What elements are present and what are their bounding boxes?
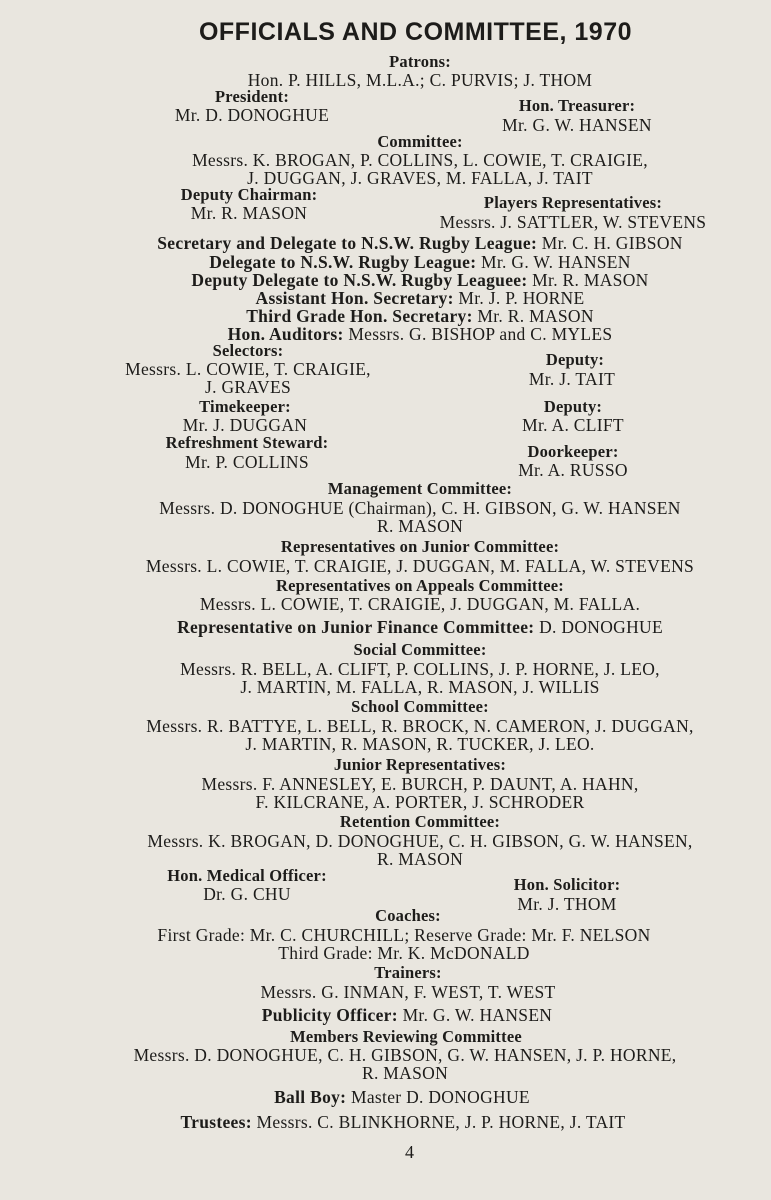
ball-boy-label: Ball Boy:	[274, 1087, 347, 1107]
third-grade-secretary-label: Third Grade Hon. Secretary:	[246, 306, 473, 326]
timekeeper-name: Mr. J. DUGGAN	[182, 415, 308, 435]
president-name: Mr. D. DONOGHUE	[174, 105, 330, 125]
secretary-label: Secretary and Delegate to N.S.W. Rugby League:	[157, 233, 538, 253]
medical-heading: Hon. Medical Officer:	[167, 866, 327, 885]
school-line-2: J. MARTIN, R. MASON, R. TUCKER, J. LEO.	[245, 734, 595, 754]
management-heading: Management Committee:	[327, 479, 513, 498]
selectors-line-1: Messrs. L. COWIE, T. CRAIGIE,	[125, 359, 371, 379]
asst-secretary-line	[256, 288, 585, 308]
committee-line-2: J. DUGGAN, J. GRAVES, M. FALLA, J. TAIT	[247, 168, 593, 188]
selectors-line-2: J. GRAVES	[204, 377, 292, 397]
delegate-line	[209, 252, 630, 272]
third-grade-secretary-line	[246, 306, 594, 326]
deputy-chairman-heading: Deputy Chairman:	[180, 185, 318, 204]
coaches-heading: Coaches:	[375, 906, 441, 925]
social-heading: Social Committee:	[353, 640, 487, 659]
auditors-name: Messrs. G. BISHOP and C. MYLES	[348, 324, 613, 344]
delegate-name: Mr. G. W. HANSEN	[481, 252, 631, 272]
asst-secretary-name: Mr. J. P. HORNE	[458, 288, 585, 308]
reviewing-line-2: R. MASON	[361, 1063, 449, 1083]
third-grade-secretary-name: Mr. R. MASON	[477, 306, 594, 326]
page-number: 4	[405, 1142, 414, 1162]
page-title: OFFICIALS AND COMMITTEE, 1970	[198, 18, 633, 46]
reviewing-line-1: Messrs. D. DONOGHUE, C. H. GIBSON, G. W. HANSEN, J. P. HORNE,	[133, 1045, 677, 1065]
auditors-label: Hon. Auditors:	[227, 324, 344, 344]
players-reps-names: Messrs. J. SATTLER, W. STEVENS	[439, 212, 707, 232]
doorkeeper-heading: Doorkeeper:	[527, 442, 619, 461]
ball-boy-line	[274, 1087, 530, 1107]
deputy-delegate-line	[191, 270, 648, 290]
junior-finance-label: Representative on Junior Finance Committee:	[177, 617, 535, 637]
management-line-1: Messrs. D. DONOGHUE (Chairman), C. H. GIBSON, G. W. HANSEN	[159, 498, 681, 518]
trustees-label: Trustees:	[180, 1112, 252, 1132]
refreshment-name: Mr. P. COLLINS	[185, 452, 309, 472]
trainers-heading: Trainers:	[374, 963, 442, 982]
doorkeeper-name: Mr. A. RUSSO	[518, 460, 628, 480]
school-line-1: Messrs. R. BATTYE, L. BELL, R. BROCK, N. CAMERON, J. DUGGAN,	[146, 716, 694, 736]
reviewing-heading: Members Reviewing Committee	[290, 1027, 522, 1046]
selectors-deputy-name: Mr. J. TAIT	[528, 369, 616, 389]
medical-name: Dr. G. CHU	[203, 884, 291, 904]
refreshment-heading: Refreshment Steward:	[165, 433, 329, 452]
management-line-2: R. MASON	[376, 516, 464, 536]
trainers-line-1: Messrs. G. INMAN, F. WEST, T. WEST	[260, 982, 556, 1002]
asst-secretary-label: Assistant Hon. Secretary:	[255, 288, 454, 308]
deputy-chairman-name: Mr. R. MASON	[190, 203, 308, 223]
solicitor-heading: Hon. Solicitor:	[513, 875, 621, 894]
junior-reps-committee-line-1: Messrs. L. COWIE, T. CRAIGIE, J. DUGGAN, M. FALLA, W. STEVENS	[145, 556, 695, 576]
treasurer-name: Mr. G. W. HANSEN	[502, 115, 652, 135]
treasurer-heading: Hon. Treasurer:	[518, 96, 636, 115]
patrons-heading: Patrons:	[389, 52, 451, 71]
trustees-name: Messrs. C. BLINKHORNE, J. P. HORNE, J. TAIT	[256, 1112, 626, 1132]
committee-heading: Committee:	[377, 132, 463, 151]
president-heading: President:	[214, 87, 290, 106]
trustees-line	[180, 1112, 625, 1132]
ball-boy-name: Master D. DONOGHUE	[351, 1087, 530, 1107]
publicity-label: Publicity Officer:	[261, 1005, 398, 1025]
school-heading: School Committee:	[351, 697, 489, 716]
coaches-line-1: First Grade: Mr. C. CHURCHILL; Reserve Grade: Mr. F. NELSON	[157, 925, 651, 945]
appeals-line-1: Messrs. L. COWIE, T. CRAIGIE, J. DUGGAN, M. FALLA.	[199, 594, 641, 614]
auditors-line	[228, 324, 613, 344]
publicity-line	[262, 1005, 553, 1025]
retention-line-2: R. MASON	[376, 849, 464, 869]
junior-finance-name: D. DONOGHUE	[539, 617, 663, 637]
junior-reps-committee-heading: Representatives on Junior Committee:	[280, 537, 560, 556]
timekeeper-deputy-heading: Deputy:	[543, 397, 603, 416]
deputy-delegate-label: Deputy Delegate to N.S.W. Rugby Leaguee:	[191, 270, 528, 290]
secretary-name: Mr. C. H. GIBSON	[541, 233, 683, 253]
solicitor-name: Mr. J. THOM	[517, 894, 617, 914]
patrons-names: Hon. P. HILLS, M.L.A.; C. PURVIS; J. THOM	[247, 70, 593, 90]
committee-line-1: Messrs. K. BROGAN, P. COLLINS, L. COWIE, T. CRAIGIE,	[192, 150, 648, 170]
publicity-name: Mr. G. W. HANSEN	[402, 1005, 553, 1025]
junior-representatives-heading: Junior Representatives:	[333, 755, 507, 774]
social-line-2: J. MARTIN, M. FALLA, R. MASON, J. WILLIS	[240, 677, 600, 697]
secretary-line	[157, 233, 682, 253]
timekeeper-deputy-name: Mr. A. CLIFT	[522, 415, 624, 435]
appeals-heading: Representatives on Appeals Committee:	[275, 576, 565, 595]
social-line-1: Messrs. R. BELL, A. CLIFT, P. COLLINS, J. P. HORNE, J. LEO,	[180, 659, 660, 679]
retention-heading: Retention Committee:	[339, 812, 501, 831]
junior-finance-line	[177, 617, 663, 637]
junior-representatives-line-2: F. KILCRANE, A. PORTER, J. SCHRODER	[255, 792, 585, 812]
junior-representatives-line-1: Messrs. F. ANNESLEY, E. BURCH, P. DAUNT, A. HAHN,	[201, 774, 639, 794]
timekeeper-heading: Timekeeper:	[199, 397, 291, 416]
deputy-delegate-name: Mr. R. MASON	[532, 270, 649, 290]
selectors-heading: Selectors:	[212, 341, 284, 360]
retention-line-1: Messrs. K. BROGAN, D. DONOGHUE, C. H. GIBSON, G. W. HANSEN,	[147, 831, 693, 851]
selectors-deputy-heading: Deputy:	[545, 350, 605, 369]
coaches-line-2: Third Grade: Mr. K. McDONALD	[278, 943, 530, 963]
players-reps-heading: Players Representatives:	[483, 193, 663, 212]
delegate-label: Delegate to N.S.W. Rugby League:	[209, 252, 477, 272]
